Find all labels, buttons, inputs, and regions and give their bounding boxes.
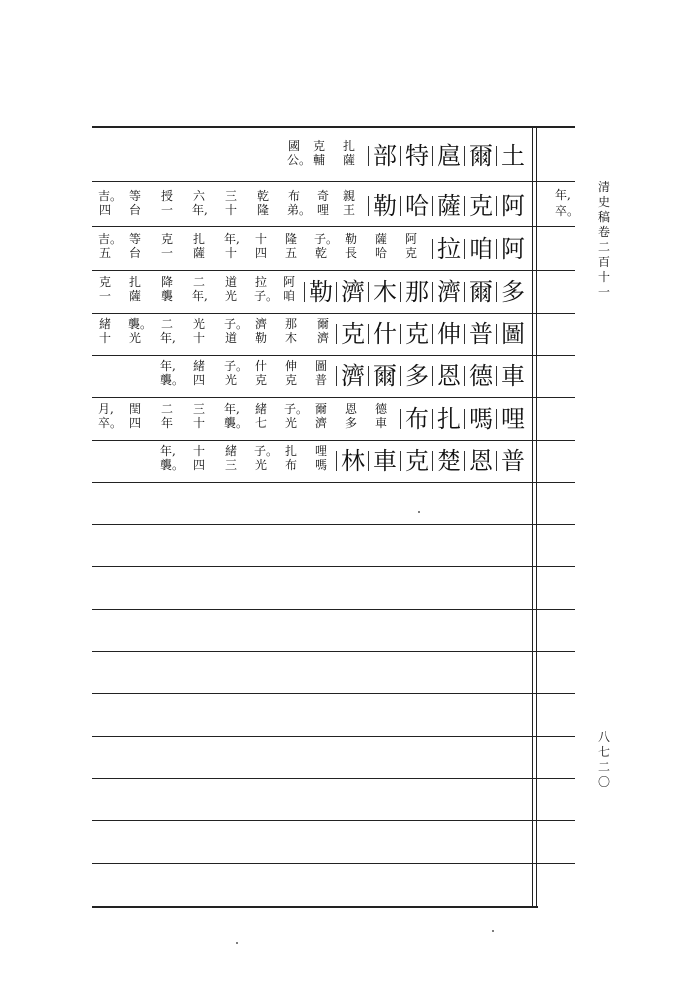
small-char: 奇	[316, 189, 329, 203]
row-divider	[92, 651, 575, 652]
row-divider	[92, 778, 575, 779]
big-char: 阿	[498, 233, 528, 265]
small-char: 光	[254, 458, 267, 472]
small-char: 五	[284, 246, 297, 260]
small-char: 什	[254, 359, 267, 373]
small-char: 克	[254, 373, 267, 387]
small-char: 那	[284, 317, 297, 331]
small-char: 勒	[344, 232, 357, 246]
running-title-char: 卷	[597, 225, 610, 239]
row-divider	[92, 313, 575, 314]
big-char: 薩	[434, 190, 464, 222]
small-char: 道	[224, 275, 237, 289]
small-char: 弟。	[287, 203, 312, 217]
small-char: 年,	[224, 402, 240, 416]
row-divider	[92, 524, 575, 525]
small-char: 嗎	[314, 458, 327, 472]
small-char: 授	[160, 189, 173, 203]
row-divider	[92, 181, 575, 182]
small-char: 濟	[254, 317, 267, 331]
small-char: 十	[224, 203, 237, 217]
big-char: 勒	[306, 276, 336, 308]
small-char: 扎	[284, 444, 297, 458]
table-right-rule-thin	[532, 126, 533, 908]
big-char: 車	[498, 360, 528, 392]
small-char: 年,	[160, 444, 176, 458]
small-char: 四	[128, 416, 141, 430]
small-char: 襲。	[160, 373, 185, 387]
big-char: 阿	[498, 190, 528, 222]
small-char: 隆	[256, 203, 269, 217]
small-char: 扎	[192, 232, 205, 246]
small-char: 光	[224, 289, 237, 303]
small-char: 子。	[254, 444, 279, 458]
running-title-char: 史	[597, 195, 610, 209]
small-char: 緒	[192, 359, 205, 373]
big-char: 普	[498, 445, 528, 477]
small-char: 十	[192, 331, 205, 345]
big-char: 克	[338, 318, 368, 350]
small-char: 扎	[128, 275, 141, 289]
small-char: 道	[224, 331, 237, 345]
big-char: 圖	[498, 318, 528, 350]
small-char: 公。	[287, 153, 312, 167]
big-char: 扎	[434, 403, 464, 435]
small-char: 濟	[316, 331, 329, 345]
small-char: 子。	[224, 359, 249, 373]
big-char: 濟	[338, 360, 368, 392]
small-char: 子。	[254, 289, 279, 303]
row-divider	[92, 482, 575, 483]
small-char: 子。	[224, 317, 249, 331]
row-divider	[92, 736, 575, 737]
small-char: 克	[312, 139, 325, 153]
big-char: 伸	[434, 318, 464, 350]
small-char: 十	[192, 416, 205, 430]
big-char: 爾	[466, 276, 496, 308]
small-char: 二	[160, 402, 173, 416]
big-char: 車	[370, 445, 400, 477]
small-char: 光	[192, 317, 205, 331]
scan-speck	[236, 942, 238, 944]
small-char: 多	[344, 416, 357, 430]
row-divider	[92, 609, 575, 610]
small-char: 普	[314, 373, 327, 387]
small-char: 勒	[254, 331, 267, 345]
small-char: 五	[98, 246, 111, 260]
row-divider	[92, 863, 575, 864]
big-char: 爾	[370, 360, 400, 392]
small-char: 子。	[314, 232, 339, 246]
far-col-char: 年,	[555, 188, 571, 202]
big-char: 楚	[434, 445, 464, 477]
running-title-char: 十	[597, 270, 610, 284]
big-char: 克	[402, 318, 432, 350]
table-right-rule	[536, 126, 537, 908]
big-char: 布	[402, 403, 432, 435]
big-char: 多	[498, 276, 528, 308]
small-char: 襲。	[224, 416, 249, 430]
small-char: 三	[192, 402, 205, 416]
small-char: 布	[287, 189, 300, 203]
small-char: 薩	[342, 153, 355, 167]
small-char: 車	[374, 416, 387, 430]
big-char: 濟	[434, 276, 464, 308]
small-char: 年,	[160, 359, 176, 373]
row-divider	[92, 355, 575, 356]
small-char: 四	[192, 458, 205, 472]
small-char: 二	[160, 317, 173, 331]
small-char: 哩	[314, 444, 327, 458]
big-char: 克	[466, 190, 496, 222]
big-char: 嗎	[466, 403, 496, 435]
row-divider	[92, 693, 575, 694]
small-char: 乾	[314, 246, 327, 260]
small-char: 布	[284, 458, 297, 472]
small-char: 光	[284, 416, 297, 430]
page-number-char: 八	[597, 730, 610, 744]
small-char: 吉。	[98, 189, 123, 203]
small-char: 襲。	[160, 458, 185, 472]
small-char: 哈	[374, 246, 387, 260]
page-number	[597, 730, 611, 790]
row-divider	[92, 820, 575, 821]
small-char: 等	[128, 189, 141, 203]
small-char: 拉	[254, 275, 267, 289]
small-char: 哩	[316, 203, 329, 217]
big-char: 土	[498, 140, 528, 172]
small-char: 一	[160, 203, 173, 217]
small-char: 十	[254, 232, 267, 246]
small-char: 四	[254, 246, 267, 260]
scan-speck	[492, 930, 494, 932]
small-char: 年,	[160, 331, 176, 345]
small-char: 伸	[284, 359, 297, 373]
small-char: 克	[160, 232, 173, 246]
running-title-char: 二	[597, 240, 610, 254]
small-char: 濟	[314, 416, 327, 430]
small-char: 輔	[312, 153, 325, 167]
small-char: 年,	[224, 232, 240, 246]
small-char: 十	[192, 444, 205, 458]
small-char: 隆	[284, 232, 297, 246]
big-char: 部	[370, 140, 400, 172]
small-char: 克	[98, 275, 111, 289]
small-char: 閏	[128, 402, 141, 416]
big-char: 普	[466, 318, 496, 350]
small-char: 克	[284, 373, 297, 387]
small-char: 王	[342, 203, 355, 217]
small-char: 四	[192, 373, 205, 387]
table-top-rule	[92, 126, 575, 128]
small-char: 一	[160, 246, 173, 260]
small-char: 爾	[314, 402, 327, 416]
big-char: 勒	[370, 190, 400, 222]
running-title-char: 稿	[597, 210, 610, 224]
small-char: 吉。	[98, 232, 123, 246]
running-title	[597, 180, 611, 300]
row-divider	[92, 270, 575, 271]
big-char: 德	[466, 360, 496, 392]
small-char: 年	[160, 416, 173, 430]
small-char: 阿	[282, 275, 295, 289]
running-title-char: 清	[597, 180, 610, 194]
big-char: 拉	[434, 233, 464, 265]
small-char: 襲。	[128, 317, 153, 331]
small-char: 一	[98, 289, 111, 303]
page-number-char: 二	[597, 760, 610, 774]
page-number-char: 〇	[597, 775, 610, 789]
small-char: 卒。	[98, 416, 123, 430]
small-char: 緒	[254, 402, 267, 416]
small-char: 二	[192, 275, 205, 289]
small-char: 子。	[284, 402, 309, 416]
small-char: 三	[224, 458, 237, 472]
big-char: 咱	[466, 233, 496, 265]
small-char: 木	[284, 331, 297, 345]
big-char: 什	[370, 318, 400, 350]
big-char: 濟	[338, 276, 368, 308]
small-char: 乾	[256, 189, 269, 203]
page-number-char: 七	[597, 745, 610, 759]
small-char: 六	[192, 189, 205, 203]
small-char: 薩	[374, 232, 387, 246]
running-title-char: 一	[597, 285, 610, 299]
small-char: 扎	[342, 139, 355, 153]
big-char: 木	[370, 276, 400, 308]
small-char: 十	[98, 331, 111, 345]
small-char: 薩	[128, 289, 141, 303]
small-char: 國	[287, 139, 300, 153]
row-divider	[92, 440, 575, 441]
big-char: 扈	[434, 140, 464, 172]
small-char: 年,	[192, 203, 208, 217]
small-char: 四	[98, 203, 111, 217]
small-char: 咱	[282, 289, 295, 303]
small-char: 光	[224, 373, 237, 387]
small-char: 台	[128, 246, 141, 260]
row-divider	[92, 397, 575, 398]
row-divider	[92, 566, 575, 567]
small-char: 親	[342, 189, 355, 203]
big-char: 爾	[466, 140, 496, 172]
small-char: 緒	[98, 317, 111, 331]
small-char: 恩	[344, 402, 357, 416]
big-char: 恩	[434, 360, 464, 392]
big-char: 哈	[402, 190, 432, 222]
small-char: 月,	[98, 402, 114, 416]
small-char: 十	[224, 246, 237, 260]
small-char: 台	[128, 203, 141, 217]
row-divider	[92, 226, 575, 227]
small-char: 阿	[404, 232, 417, 246]
big-char: 那	[402, 276, 432, 308]
running-title-char: 百	[597, 255, 610, 269]
small-char: 降	[160, 275, 173, 289]
small-char: 緒	[224, 444, 237, 458]
big-char: 哩	[498, 403, 528, 435]
small-char: 年,	[192, 289, 208, 303]
big-char: 多	[402, 360, 432, 392]
small-char: 薩	[192, 246, 205, 260]
small-char: 長	[344, 246, 357, 260]
small-char: 光	[128, 331, 141, 345]
small-char: 爾	[316, 317, 329, 331]
table-bottom-rule	[92, 906, 538, 908]
small-char: 三	[224, 189, 237, 203]
far-col-char: 卒。	[555, 204, 580, 218]
big-char: 特	[402, 140, 432, 172]
small-char: 七	[254, 416, 267, 430]
small-char: 德	[374, 402, 387, 416]
small-char: 等	[128, 232, 141, 246]
big-char: 恩	[466, 445, 496, 477]
scan-speck	[418, 511, 420, 513]
small-char: 圖	[314, 359, 327, 373]
big-char: 克	[402, 445, 432, 477]
small-char: 襲	[160, 289, 173, 303]
big-char: 林	[338, 445, 368, 477]
small-char: 克	[404, 246, 417, 260]
